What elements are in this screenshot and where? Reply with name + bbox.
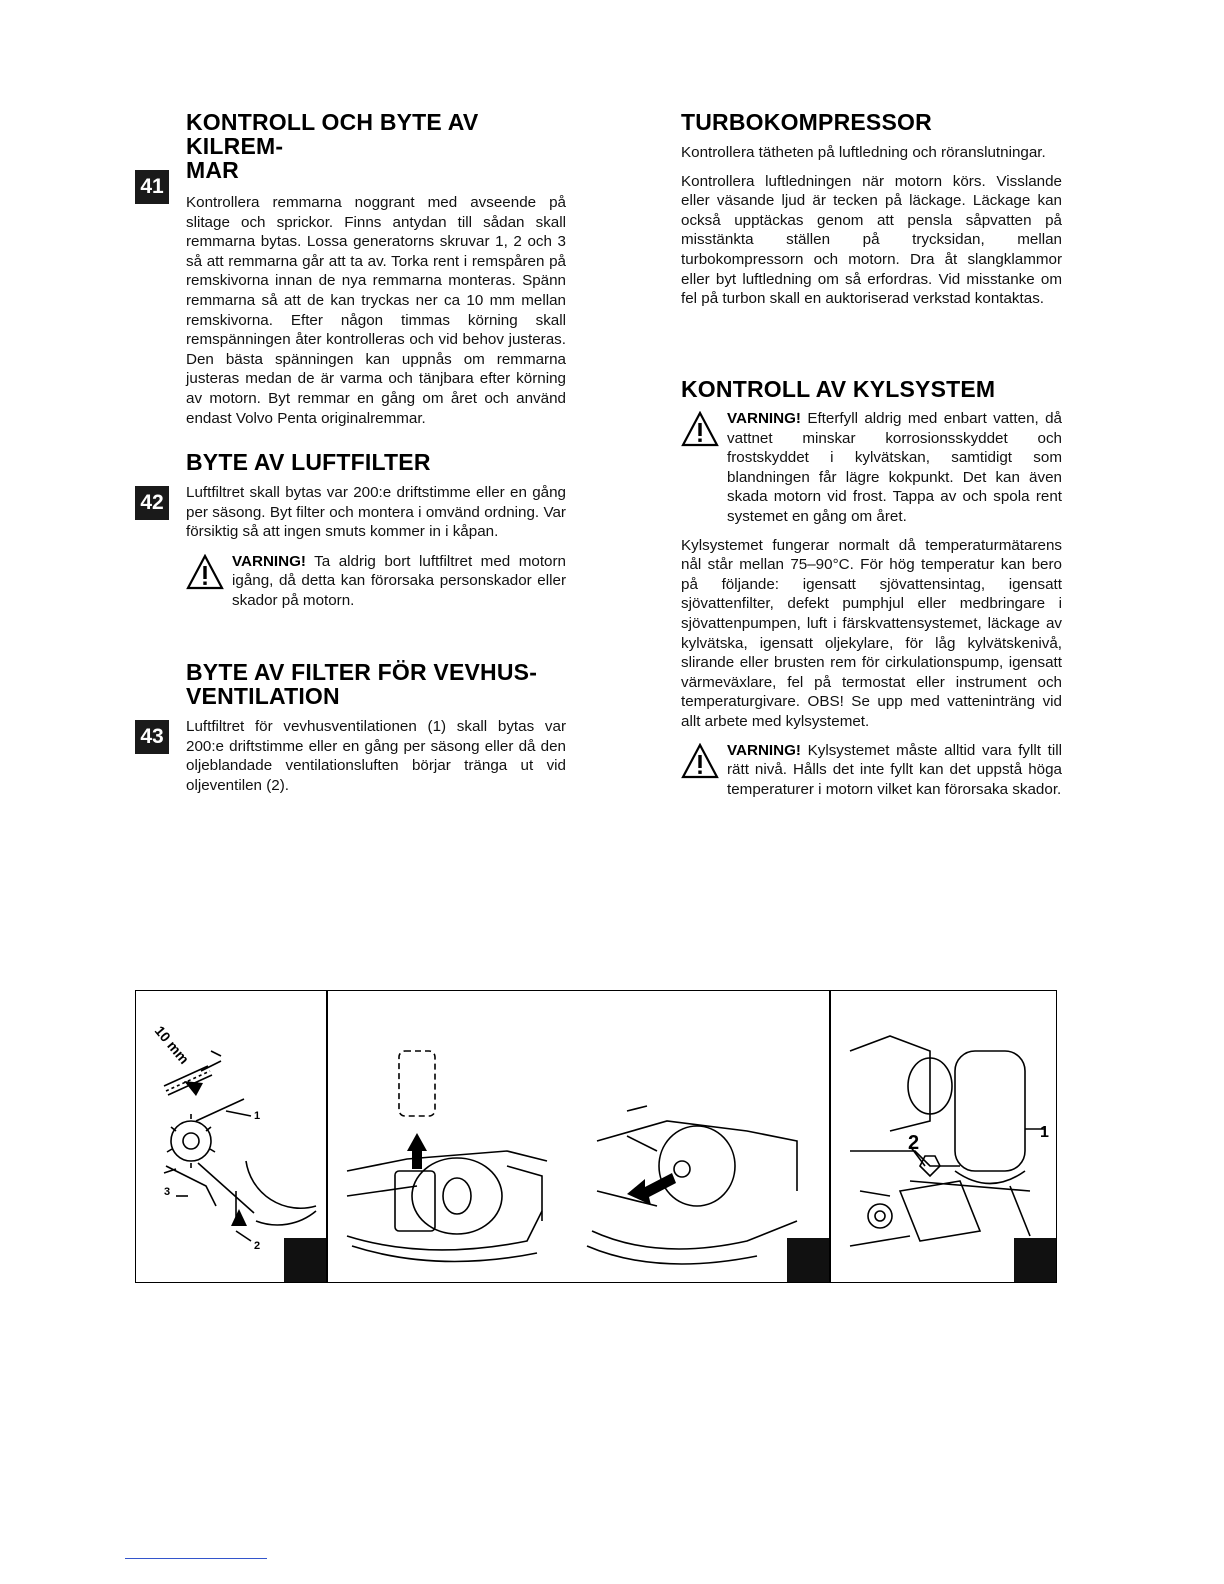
- figure-number-block: [284, 1238, 326, 1282]
- warning-block: [186, 552, 566, 611]
- figure-belt-tension: [136, 991, 326, 1282]
- warning-triangle-icon: [186, 554, 224, 590]
- warning-label: VARNING!: [727, 410, 801, 427]
- section-body: Kontrollera remmarna noggrant med avseende på slitage och sprickor. Finns antydan till sådan skall remmarna bytas. Lossa generatorns skruvar 1, 2 och 3 så att remmarna går att ta av. Torka rent i remspåren på remskivorna innan de nya remmarna monteras. Spänn remmarna så att de kan tryckas ner ca 10 mm mellan remskivorna. Efter någon timmas körning skall remspänningen åter kontrolleras och vid behov justeras. Den bästa spänningen kan uppnås om remmarna justeras medan de är varma och tänjbara efter körning av motorn. Byt remmar en gång om året och använd endast Volvo Penta originalremmar.: [186, 194, 566, 427]
- figure-air-filter: [327, 991, 829, 1282]
- callout-1: 1: [254, 1110, 261, 1122]
- section-title: BYTE AV FILTER FÖR VEVHUS- VENTILATION: [186, 659, 538, 709]
- callout-2: 2: [254, 1240, 261, 1252]
- section-paragraph: Kontrollera tätheten på luftledning och röranslutningar.: [681, 144, 1046, 161]
- warning-text: Ta aldrig bort luftfiltret med motorn igång, då detta kan förorsaka personskador eller skador på motorn.: [232, 552, 566, 609]
- section-marker-43: 43: [135, 720, 169, 754]
- section-turbo: [681, 110, 1062, 309]
- callout-3: 3: [164, 1186, 171, 1198]
- warning-triangle-icon: [681, 411, 719, 447]
- figure-crankcase-filter: [830, 991, 1056, 1282]
- figure-number-block: [787, 1238, 829, 1282]
- figure-number-block: [1014, 1238, 1056, 1282]
- warning-text: Kylsystemet måste alltid vara fyllt till rätt nivå. Hålls det inte fyllt kan det uppstå höga temperaturer i motorn vilket kan förorsaka skador.: [727, 741, 1062, 798]
- warning-triangle-icon: [681, 743, 719, 779]
- dimension-label: 10 mm: [151, 1022, 193, 1067]
- section-body: Luftfiltret skall bytas var 200:e driftstimme eller en gång per säsong. Byt filter och montera i omvänd ordning. Var försiktig så att ingen smuts kommer in i kåpan.: [186, 484, 566, 541]
- warning-label: VARNING!: [727, 741, 801, 759]
- warning-block: [681, 741, 1062, 800]
- section-title: KONTROLL AV KYLSYSTEM: [681, 376, 996, 402]
- section-air-filter: [186, 450, 566, 611]
- section-title: TURBOKOMPRESSOR: [681, 109, 932, 135]
- section-marker-42: 42: [135, 486, 169, 520]
- footer-rule: [125, 1558, 267, 1559]
- callout-1: 1: [1040, 1124, 1049, 1141]
- section-cooling: [681, 377, 1062, 799]
- section-body: Kylsystemet fungerar normalt då temperaturmätarens nål står mellan 75–90°C. För hög temperatur kan bero på följande: igensatt sjövattensintag, igensatt sjövattenfilter, defekt pumphjul eller medbringare i sjövattenpumpen, luft i färskvattensystemet, läckage av kylvätska, igensatt oljekylare, för låg kylvätskenivå, slirande eller brusten rem för cirkulationspump, igensatt värmeväxlare, fel på termostat eller instrument och temperaturgivare. OBS! Se upp med vatteninträng vid allt arbete med kylsystemet.: [681, 536, 1062, 730]
- warning-label: VARNING!: [232, 552, 306, 570]
- section-title: KONTROLL OCH BYTE AV KILREM- MAR: [186, 109, 479, 183]
- section-belt-check: [186, 110, 566, 428]
- illustration-strip: [135, 990, 1057, 1283]
- warning-block: [681, 409, 1062, 527]
- section-crankcase-ventilation: [186, 660, 566, 795]
- section-title: BYTE AV LUFTFILTER: [186, 449, 431, 475]
- section-body: Luftfiltret för vevhusventilationen (1) skall bytas var 200:e driftstimme eller en gång per säsong eller då den oljeblandade ventilationsluften börjar tränga ut vid oljeventilen (2).: [186, 718, 566, 794]
- section-paragraph: Kontrollera luftledningen när motorn körs. Visslande eller väsande ljud är tecken på läckage. Läckage kan också upptäckas genom att pensla såpvatten på misstänkta ställen på trycksidan, mellan turbokompressorn och motorn. Dra åt slangklammor eller byt luftledning om så erfordras. Vid misstanke om fel på turbon skall en auktoriserad verkstad kontaktas.: [681, 172, 1062, 308]
- air-filter-illustration: [327, 991, 829, 1281]
- callout-2: 2: [908, 1132, 920, 1154]
- warning-text: Efterfyll aldrig med enbart vatten, då vattnet minskar korrosionsskyddet och frostskyddet i kylvätskan, samtidigt som blandningen får lägre kokpunkt. Det kan även skada motorn vid frost. Tappa av och spola rent systemet en gång om året.: [727, 410, 1062, 525]
- section-marker-41: 41: [135, 170, 169, 204]
